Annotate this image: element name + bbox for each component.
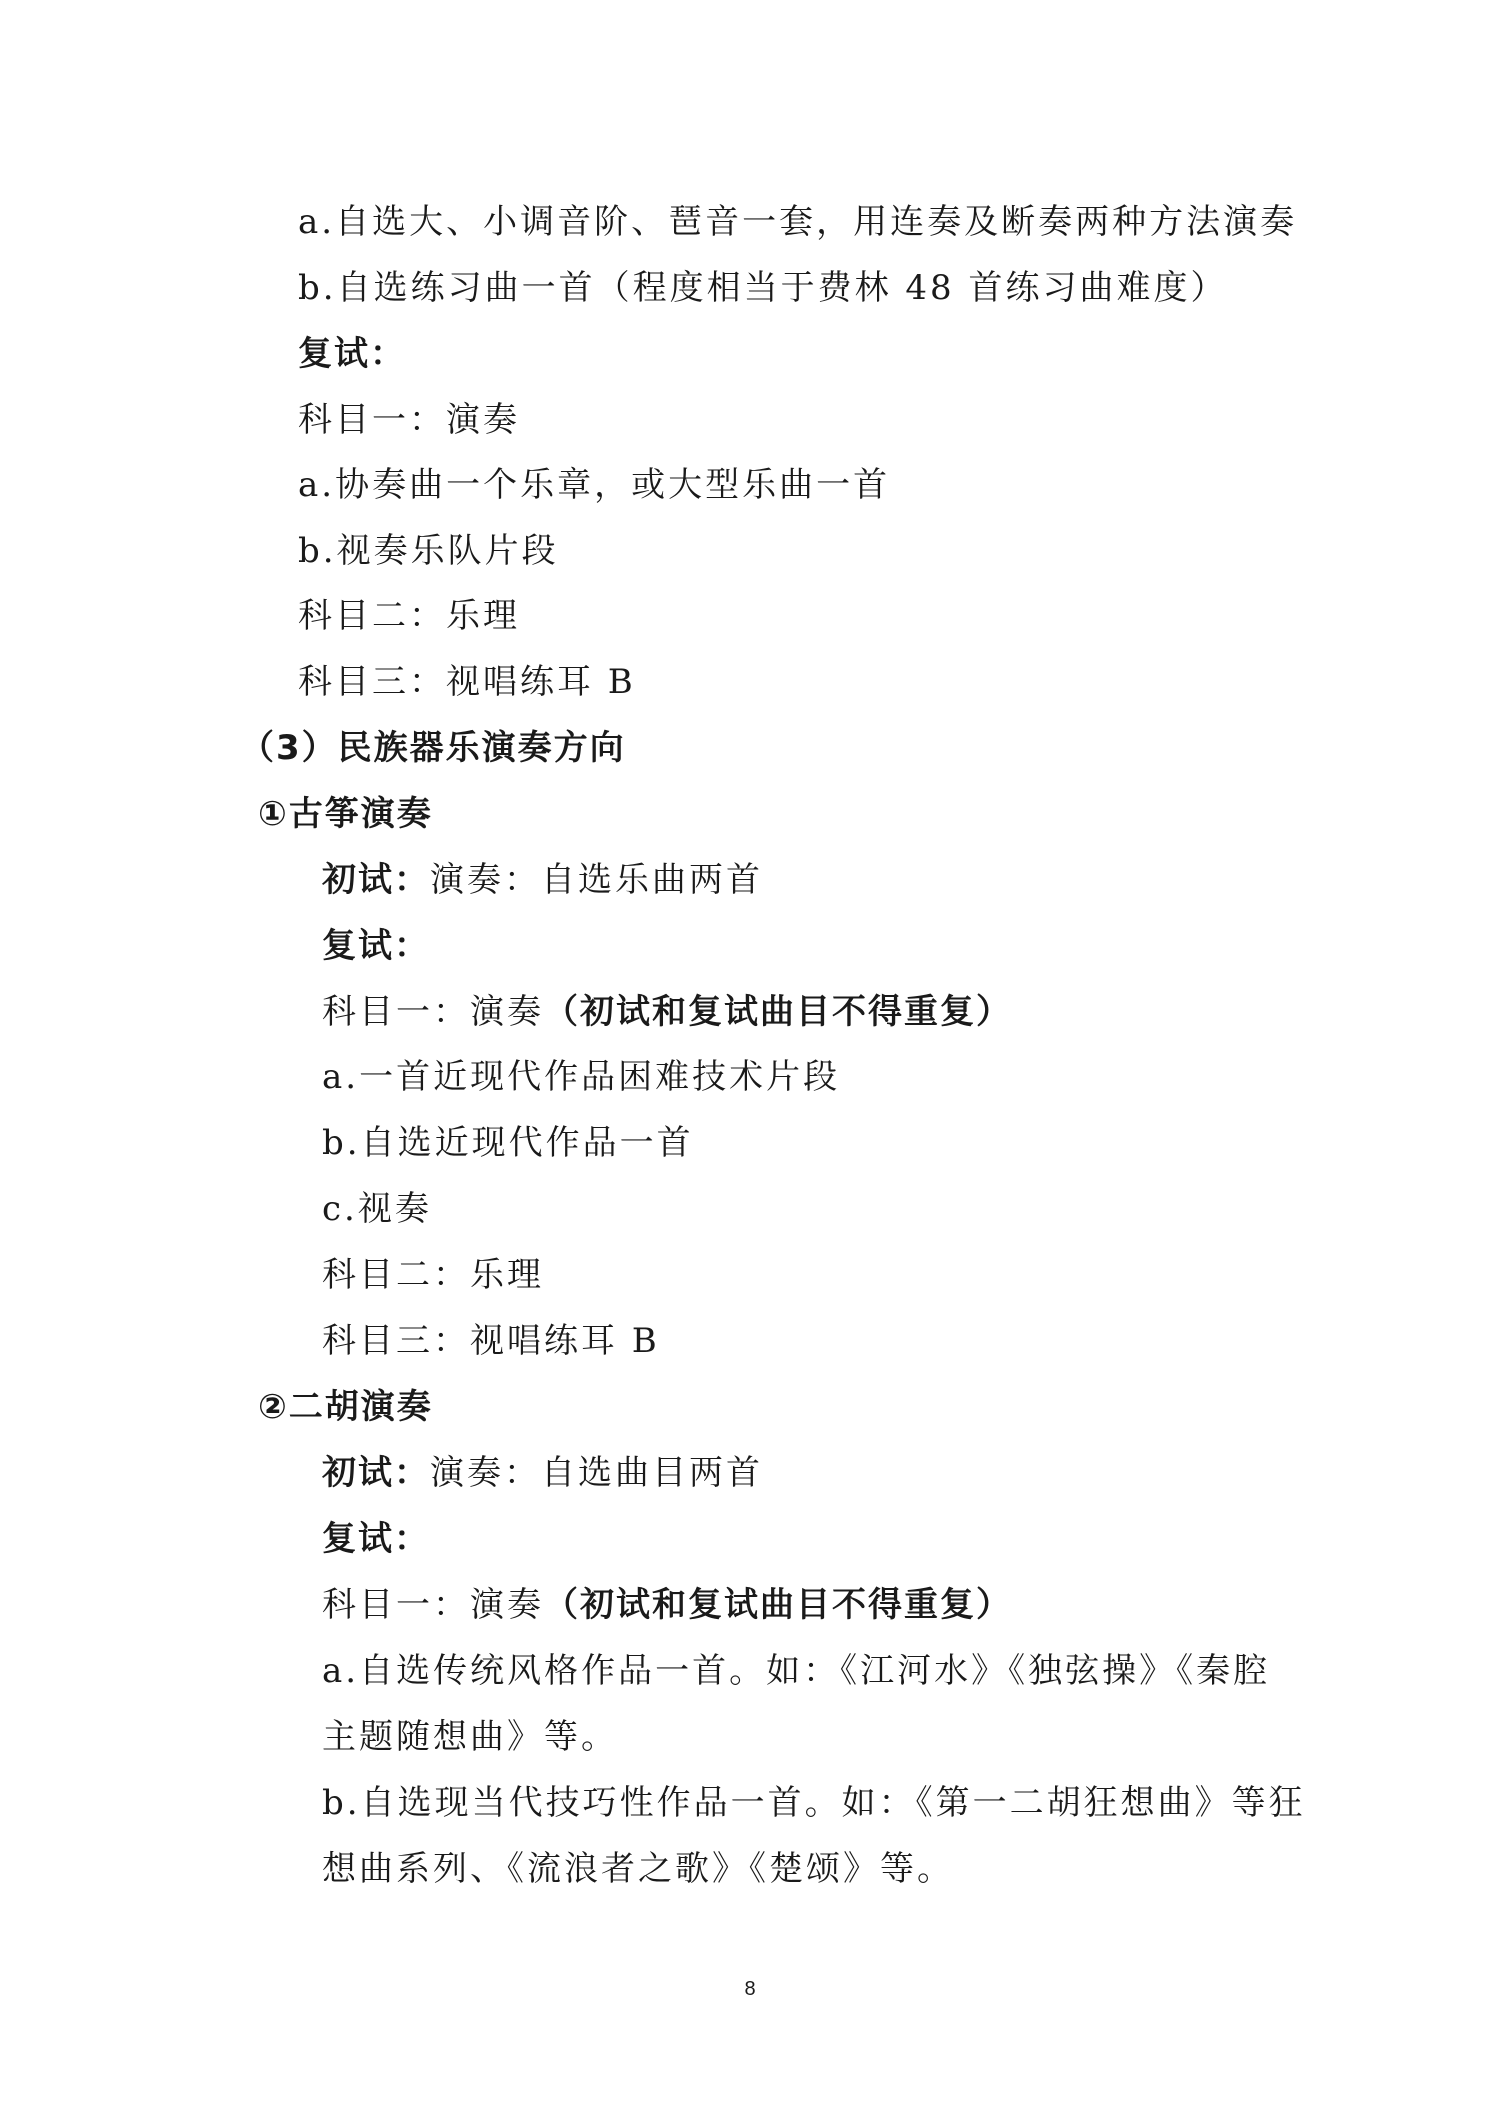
subject-three: 科目三：视唱练耳 B (298, 662, 636, 702)
scale-requirement: a.自选大、小调音阶、琶音一套，用连奏及断奏两种方法演奏 (298, 202, 1298, 242)
guzheng-subject-three: 科目三：视唱练耳 B (322, 1321, 660, 1361)
guzheng-item-b: b.自选近现代作品一首 (322, 1123, 694, 1163)
guzheng-heading: ①古筝演奏 (258, 794, 433, 834)
erhu-initial-text: 演奏：自选曲目两首 (430, 1453, 763, 1493)
erhu-item-a-line1: a.自选传统风格作品一首。如：《江河水》《独弦操》《秦腔 (322, 1651, 1271, 1691)
retest-label: 复试： (298, 334, 406, 374)
erhu-heading: ②二胡演奏 (258, 1387, 433, 1427)
page-number: 8 (744, 1978, 756, 2000)
guzheng-retest: 复试： (322, 926, 430, 966)
guzheng-initial (322, 860, 763, 900)
guzheng-subject-one (322, 992, 1012, 1032)
subject-two: 科目二：乐理 (298, 596, 520, 636)
erhu-subject-one-prefix: 科目一：演奏 (322, 1585, 544, 1625)
guzheng-item-c: c.视奏 (322, 1189, 432, 1229)
guzheng-subject-one-note: （初试和复试曲目不得重复） (544, 992, 1012, 1032)
guzheng-initial-text: 演奏：自选乐曲两首 (430, 860, 763, 900)
erhu-item-b-line1: b.自选现当代技巧性作品一首。如：《第一二胡狂想曲》等狂 (322, 1783, 1306, 1823)
concerto-requirement: a.协奏曲一个乐章，或大型乐曲一首 (298, 465, 891, 505)
erhu-initial-label: 初试： (322, 1453, 430, 1493)
erhu-subject-one (322, 1585, 1012, 1625)
erhu-item-b-line2: 想曲系列、《流浪者之歌》《楚颂》等。 (322, 1849, 954, 1889)
subject-one: 科目一：演奏 (298, 400, 520, 440)
erhu-subject-one-note: （初试和复试曲目不得重复） (544, 1585, 1012, 1625)
guzheng-subject-one-prefix: 科目一：演奏 (322, 992, 544, 1032)
erhu-retest: 复试： (322, 1519, 430, 1559)
guzheng-initial-label: 初试： (322, 860, 430, 900)
orchestral-sightread: b.视奏乐队片段 (298, 531, 559, 571)
guzheng-item-a: a.一首近现代作品困难技术片段 (322, 1057, 841, 1097)
erhu-item-a-line2: 主题随想曲》等。 (322, 1717, 618, 1757)
section-heading-folk: （3）民族器乐演奏方向 (240, 728, 626, 768)
etude-requirement: b.自选练习曲一首（程度相当于费林 48 首练习曲难度） (298, 268, 1228, 308)
guzheng-subject-two: 科目二：乐理 (322, 1255, 544, 1295)
erhu-initial (322, 1453, 763, 1493)
